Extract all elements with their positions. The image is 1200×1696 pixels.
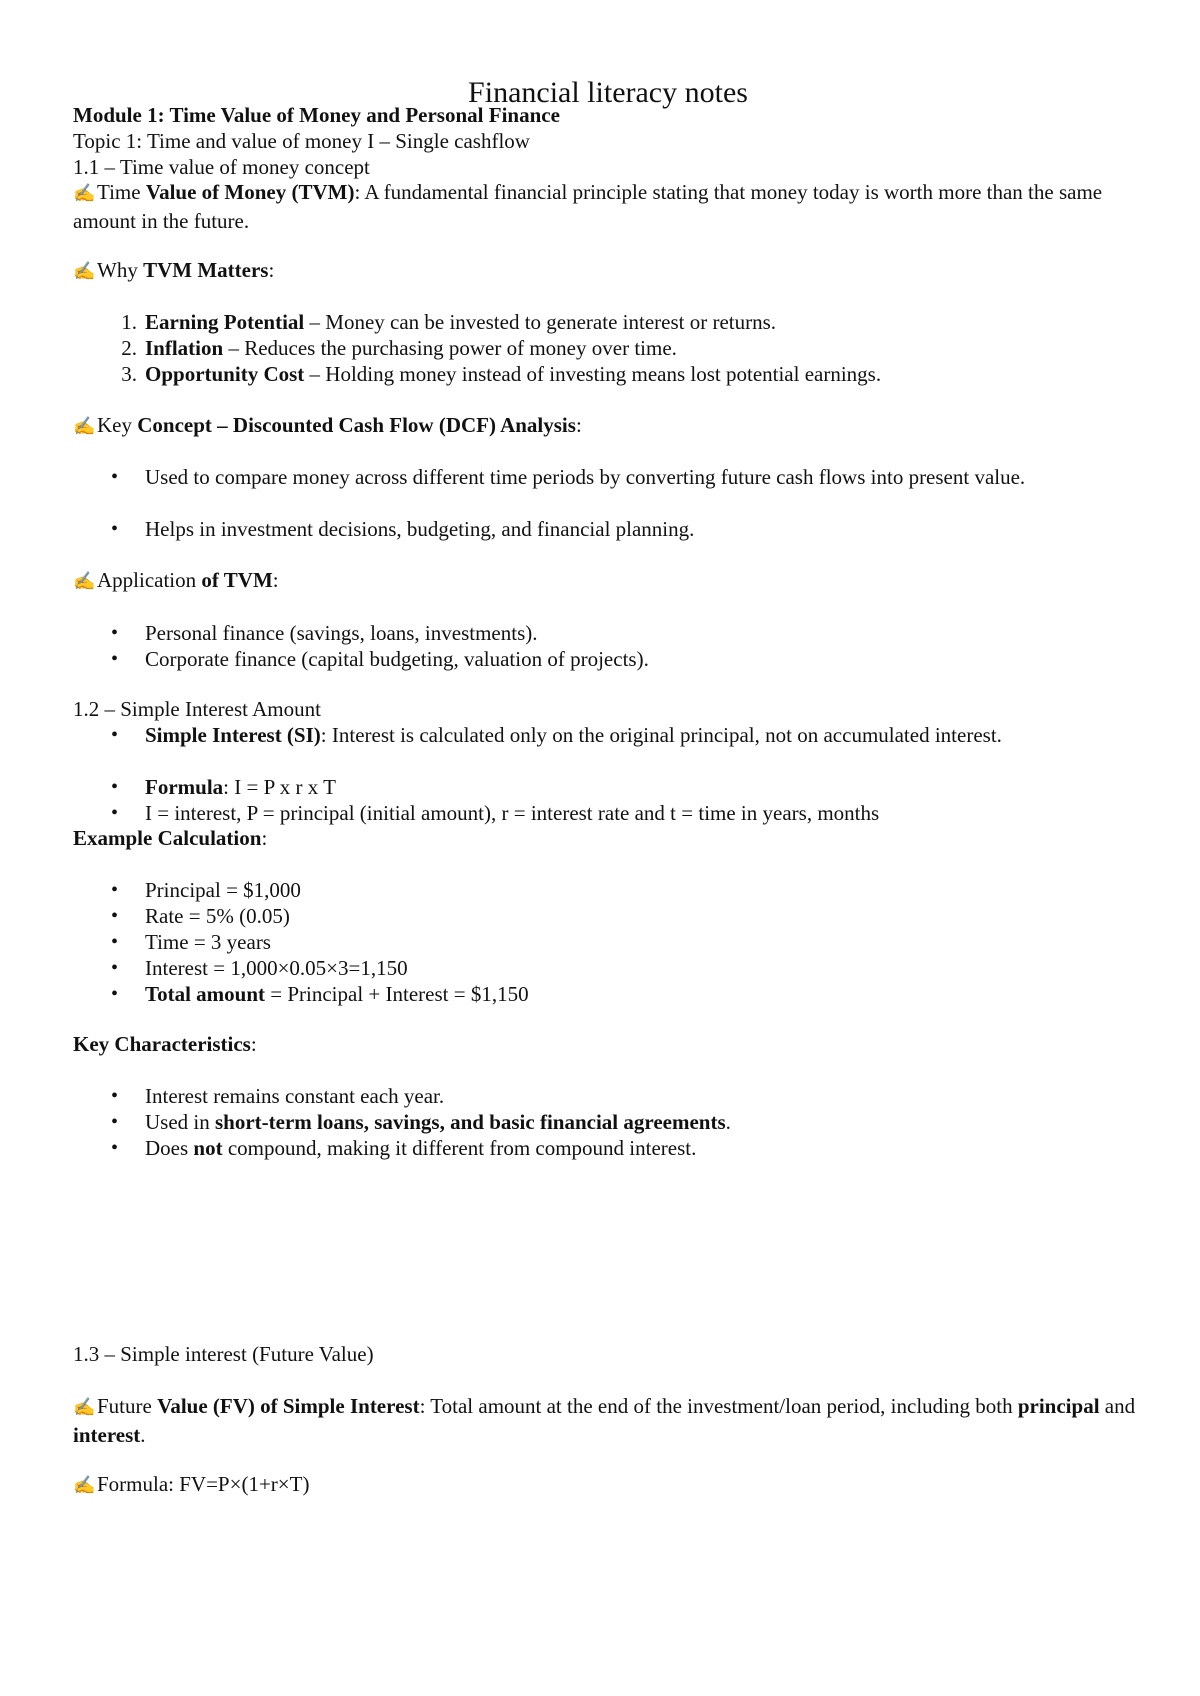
key-characteristics-list: • Interest remains constant each year. • Used in short-term loans, savings, and basic financial agreements. • Does not compound, making it different from compound interest.: [111, 1084, 731, 1160]
section-1-3-heading: 1.3 – Simple interest (Future Value): [73, 1342, 374, 1366]
section-1-2-heading: 1.2 – Simple Interest Amount: [73, 697, 321, 721]
writing-hand-icon: ✍: [73, 183, 96, 203]
tvm-definition: ✍Time Value of Money (TVM): A fundamental financial principle stating that money today is worth more than the same amount in the future.: [73, 180, 1103, 233]
key-characteristics-heading: Key Characteristics:: [73, 1032, 257, 1056]
bullet-icon: •: [111, 931, 119, 953]
bullet-icon: •: [111, 466, 119, 488]
fv-formula: ✍Formula: FV=P×(1+r×T): [73, 1470, 309, 1499]
bullet-icon: •: [111, 1111, 119, 1133]
bullet-icon: •: [111, 518, 119, 540]
writing-hand-icon: ✍: [73, 416, 96, 436]
writing-hand-icon: ✍: [73, 1397, 96, 1417]
bullet-icon: •: [111, 1085, 119, 1107]
application-list: • Personal finance (savings, loans, investments). • Corporate finance (capital budgeting, valuation of projects).: [111, 621, 649, 671]
bullet-icon: •: [111, 983, 119, 1005]
writing-hand-icon: ✍: [73, 571, 96, 591]
key-concept-list: • Used to compare money across different time periods by converting future cash flows into present value. • Helps in investment decisions, budgeting, and financial planning.: [111, 465, 1026, 541]
bullet-icon: •: [111, 648, 119, 670]
bullet-icon: •: [111, 776, 119, 798]
simple-interest-list: • Simple Interest (SI): Interest is calculated only on the original principal, not on accumulated interest. • Formula: I = P x r x T • I = interest, P = principal (initial amount), r = interest rate and t = time in years, months: [111, 723, 1002, 825]
application-heading: ✍Application of TVM:: [73, 566, 279, 595]
bullet-icon: •: [111, 1137, 119, 1159]
bullet-icon: •: [111, 802, 119, 824]
bullet-icon: •: [111, 905, 119, 927]
section-1-1-heading: 1.1 – Time value of money concept: [73, 155, 370, 179]
bullet-icon: •: [111, 879, 119, 901]
module-heading: Module 1: Time Value of Money and Personal Finance: [73, 103, 560, 127]
example-list: • Principal = $1,000 • Rate = 5% (0.05) • Time = 3 years • Interest = 1,000×0.05×3=1,150 • Total amount = Principal + Interest = $1,150: [111, 878, 529, 1006]
topic-heading: Topic 1: Time and value of money I – Single cashflow: [73, 129, 530, 153]
bullet-icon: •: [111, 724, 119, 746]
bullet-icon: •: [111, 622, 119, 644]
fv-definition: ✍Future Value (FV) of Simple Interest: Total amount at the end of the investment/loan period, including both principal and interest.: [73, 1394, 1136, 1447]
example-heading: Example Calculation:: [73, 826, 268, 850]
key-concept-heading: ✍Key Concept – Discounted Cash Flow (DCF) Analysis:: [73, 411, 582, 440]
writing-hand-icon: ✍: [73, 1475, 96, 1495]
document-title: Financial literacy notes: [468, 76, 748, 109]
writing-hand-icon: ✍: [73, 261, 96, 281]
why-tvm-list: 1. Earning Potential – Money can be invested to generate interest or returns. 2. Inflation – Reduces the purchasing power of money over time. 3. Opportunity Cost – Holding money instead of investing means lost potential earnings.: [121, 310, 882, 386]
why-tvm-heading: ✍Why TVM Matters:: [73, 256, 274, 285]
bullet-icon: •: [111, 957, 119, 979]
